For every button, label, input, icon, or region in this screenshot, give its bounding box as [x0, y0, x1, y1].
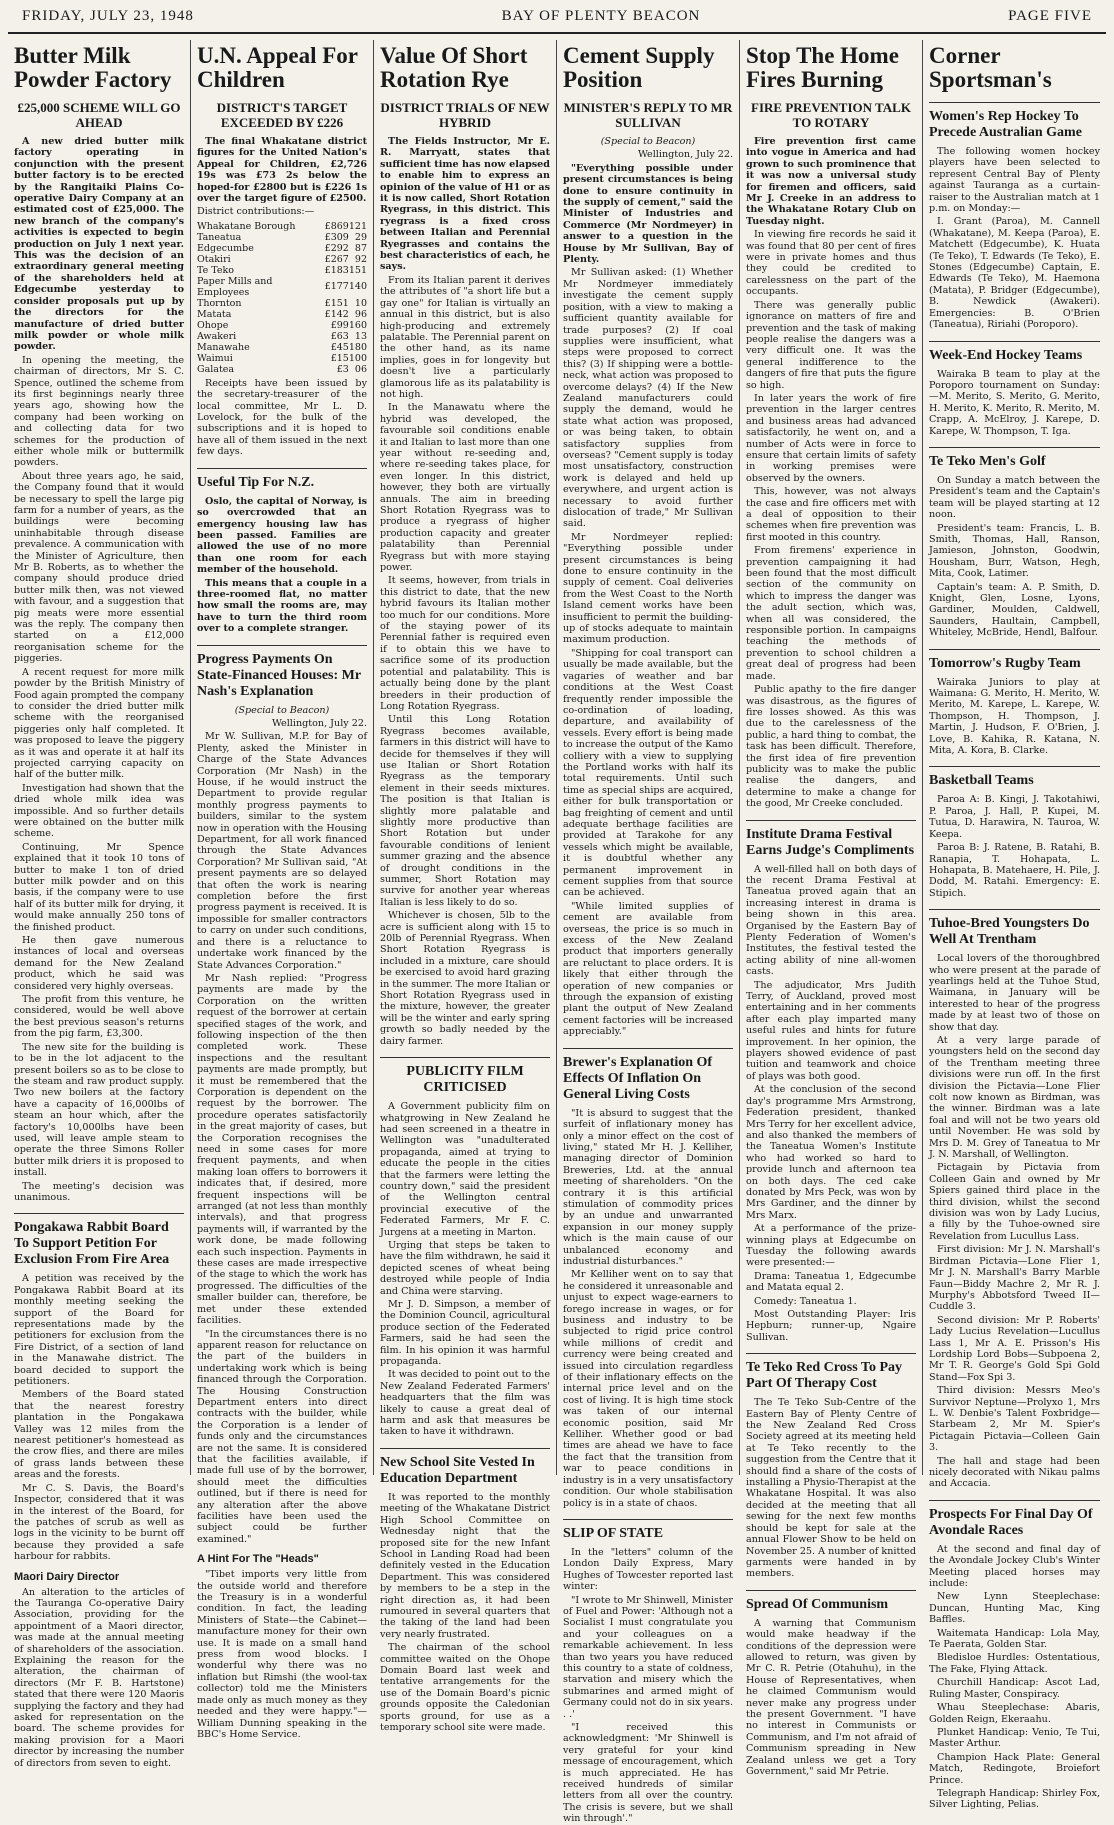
paragraph: "In the circumstances there is no apparent reason for reluctance on the part of the builders in undertaking work which is being financed through the Corporation. The Housing Construction Department enters into direct contracts with the builder, while the Corporation is a lender of funds only and the circumstances are not the same. It is considered that the facilities available, if made full use of by the borrower, should meet the difficulties outlined, but if there is need for any alteration after the above facilities have been used the subject could be further examined." [197, 1328, 367, 1545]
contribution-place: Thornton [197, 297, 242, 309]
paragraph: At a very large parade of youngsters held on the second day of the Trentham meeting three divisions were run off. In the first division the Pictavia—Lone Flier colt now known as Birdman, was the winner. Birdman was a late foal and will not be two years old until November. He was sold by Mrs D. M. Grey of Taneatua to Mr J. N. Marshall, of Wellington. [929, 1034, 1100, 1161]
subheadline: DISTRICT'S TARGET EXCEEDED BY £226 [216, 100, 348, 130]
contribution-row [197, 331, 367, 342]
contribution-amount: £183 [324, 264, 349, 276]
issue-date: FRIDAY, JULY 23, 1948 [22, 7, 194, 24]
paragraph: A petition was received by the Pongakawa Rabbit Board at its monthly meeting seeking the support of the Board for representations made by the petitioners for exclusion from the Fire District, of a section of land in the Manawahe district. The board decided to support the petitioners. [14, 1273, 184, 1388]
column-2 [191, 40, 374, 1740]
subheadline: FIRE PREVENTION TALK TO ROTARY [751, 100, 911, 130]
contribution-row [197, 232, 367, 243]
paragraph: In the Manawatu where the hybrid was developed, the favourable soil conditions enable it and Italian to last more than one year without re-seeding and, where re-seeding takes place, for even longer. In this district, however, they both are virtually annuals. The aim in breeding Short Rotation Ryegrass was to produce a ryegrass of higher production capacity and greater palatability than Perennial Ryegrass but with more staying power. [380, 402, 550, 574]
paragraph: At the conclusion of the second day's programme Mrs Armstrong, Federation president, thanked Mrs Terry for her excellent advice, and also thanked the members of the Taneatua Women's Institute who had worked so hard to provide lunch and afternoon tea on both days. The ced cake donated by Mrs Peck, was won by Mrs Gardiner, and the dinner by Mrs Marx. [746, 1084, 916, 1221]
contribution-row [197, 254, 367, 265]
columns [8, 40, 1106, 1825]
paragraph: Public apathy to the fire danger was disastrous, as the figures of fire losses showed. As this was due to the carelessness of the public, a hard thing to combat, the task has been difficult. Therefore, the first idea of fire prevention publicity was to make the public realise the dangers, and determine to make a change for the good, Mr Creeke concluded. [746, 684, 916, 810]
paragraph: Drama: Taneatua 1, Edgecumbe and Matata equal 2. [746, 1270, 916, 1294]
story-headline: Brewer's Explanation Of Effects Of Inflation On General Living Costs [563, 1048, 733, 1103]
paragraph: Urging that steps be taken to have the film withdrawn, he said it depicted scenes of wheat being destroyed while people of India and China were starving. [380, 1239, 550, 1297]
contribution-place: Whakatane Borough [197, 220, 296, 232]
contribution-place: Paper Mills and Employees [197, 275, 273, 298]
paragraph: Mr C. S. Davis, the Board's Inspector, considered that it was in the interest of the Board, for the patches of scrub as well as logs in the vicinity to be burnt off because they provided a safe harbour for rabbits. [14, 1482, 184, 1563]
paragraph: Third division: Messrs Meo's Survivor Neptune—Prolyxo 1, Mrs L. W. Denbie's Talent Foxbridge—Starbeam 2, Mr M. Spier's Pictagain Pictavia—Colleen Gain 3. [929, 1385, 1100, 1454]
contribution-amount: 1 [360, 264, 367, 276]
contribution-place: Matata [197, 308, 232, 320]
paragraph: It was reported to the monthly meeting of the Whakatane District High School Committee on Wednesday night that the proposed site for the new Infant School in Landing Road had been definitely vested in the Education Department. This was considered by members to be a step in the right direction as, it had been rumoured in several quarters that the taking of the land had been very nearly frustrated. [380, 1491, 550, 1640]
paragraph: Mr J. D. Simpson, a member of the Dominion Council, agricultural produce section of the Federated Farmers, said he had seen the film. In his opinion it was harmful propaganda. [380, 1299, 550, 1368]
headline: Stop The Home Fires Burning [746, 43, 899, 92]
contribution-amount: 1 [360, 220, 367, 232]
paragraph: The chairman of the school committee waited on the Ohope Domain Board last week and tentative arrangements for the use of the Domain Board's picnic grounds opposite the Caledonian sports ground, for use as a temporary school site were made. [380, 1642, 550, 1733]
paragraph: Until this Long Rotation Ryegrass becomes available, farmers in this district will have to decide for themselves if they will use Italian or Short Rotation Ryegrass as the temporary element in their seeds mixtures. The position is that Italian is slightly more palatable and slightly more productive than Short Rotation but under favourable conditions of lenient summer grazing and the absence of drought conditions in the summer, Short Rotation may survive for another year whereas Italian is less likely to do so. [380, 714, 550, 908]
contribution-amount: 12 [348, 220, 361, 232]
paragraph: Whichever is chosen, 5lb to the acre is sufficient along with 15 to 20lb of Perennial Ryegrass. When Short Rotation Ryegrass is included in a mixture, care should be exercised to avoid hard grazing in the summer. The more Italian or Short Rotation Ryegrass used in the mixture, however, the greater will be the winter and early spring growth so badly needed by the dairy farmer. [380, 910, 550, 1047]
paragraph: Mr Kelliher went on to say that he considered it unreasonable and unjust to expect wage-earners to forego increase in wages, or for business and industry to be subjected to rigid price control while millions of credit and currency were being created and issued into circulation regardless of their inflationary effects on the internal price level and on the cost of living. It is high time stock was taken of our internal economic position, said Mr Kelliher. Whether good or bad times are ahead we have to face the fact that the transition from war to peace conditions in industry is in a very unsatisfactory condition. Our whole stabilisation policy is in a state of chaos. [563, 1269, 733, 1509]
contribution-place: Galatea [197, 363, 235, 375]
paragraph: On Sunday a match between the President's team and the Captain's team will be played starting at 12 noon. [929, 474, 1100, 521]
column-1 [8, 40, 191, 1769]
story-headline: SLIP OF STATE [563, 1519, 733, 1542]
contribution-amount: 0 [360, 281, 367, 293]
headline: Cement Supply Position [563, 43, 715, 92]
paragraph: First division: Mr J. N. Marshall's Birdman Pictavia—Lone Flier 1, Mr J. N. Marshall's Barry Marble Faun—Biddy Machre 2, Mr R. J. Murphy's Abbotsford Tweed II—Cuddle 3. [929, 1244, 1100, 1313]
contribution-amount: 0 [360, 297, 367, 309]
contribution-amount: £15 [330, 352, 349, 364]
story-headline: Institute Drama Festival Earns Judge's Compliments [746, 820, 916, 859]
contribution-amount: 15 [348, 264, 361, 276]
contribution-place: Te Teko [197, 264, 234, 276]
paragraph: At a performance of the prize-winning plays at Edgecumbe on Tuesday the following awards were presented:— [746, 1223, 916, 1269]
paragraph: Continuing, Mr Spence explained that it took 10 tons of butter to make 1 ton of dried butter milk powder and on this basis, if the company were to use half of its butter milk for drying, it would make annually 250 tons of the finished product. [14, 841, 184, 933]
paragraph: New Lynn Steeplechase: Duncan, Hunting Mac, King Baffles. [929, 1591, 1100, 1626]
lead-paragraph: "Everything possible under present circumstances is being done to ensure continuity in the supply of cement," said the Minister of Industries and Commerce (Mr Nordmeyer) in answer to a question in the House by Mr Sullivan, Bay of Plenty. [563, 162, 733, 266]
story-headline: PUBLICITY FILM CRITICISED [380, 1057, 550, 1096]
paragraph: Mr Sullivan asked: (1) Whether Mr Nordmeyer immediately investigate the cement supply position, with a view to making a sufficient quantity available for trade purposes? (2) If coal supplies were insufficient, what steps were proposed to correct this? (3) If shipping were a bottle-neck, what action was proposed to overcome delays? (4) If the New Zealand manufacturers could supply the demand, would he state what action was proposed, or was being taken, to obtain satisfactory supplies from overseas? "Cement supply is today most unsatisfactory, construction work is delayed and held up everywhere, and urgent action is necessary to avoid further dislocation of trade," Mr Sullivan said. [563, 267, 733, 530]
contribution-place: Manawahe [197, 341, 250, 353]
paragraph: Mr Nash replied: "Progress payments are made by the Corporation on the written request of the borrower at certain specified stages of the work, and following inspection of the then completed work. These inspections and the resultant payments are made promptly, but it must be remembered that the Corporation is dependent on the request by the borrower. The procedure operates satisfactorily in the great majority of cases, but the Corporation recognises the need in some cases for more frequent payments, and when making loan offers to borrowers it indicates that, if desired, more frequent inspections will be arranged (at not less than monthly intervals), and that progress payments will, if warranted by the work done, be made following each such inspection. Payments in these cases are made irrespective of the stage to which the work has progressed. The difficulties of the smaller builder can, therefore, be met under these extended facilities. [197, 972, 367, 1327]
paragraph: From firemens' experience in prevention campaigning it had been found that the most difficult section of the community on which to impress the danger was the adult section, which was, when all was considered, the responsible portion. In campaigns teaching the methods of prevention to school children a great deal of progress had been made. [746, 545, 916, 682]
story-headline: Progress Payments On State-Financed Houses: Mr Nash's Explanation [197, 645, 367, 700]
contribution-amount: £99 [330, 319, 349, 331]
paragraph: In opening the meeting, the chairman of directors, Mr S. C. Spence, outlined the scheme from its first beginnings nearly three years ago, showing how the company had been working on and collecting data for two schemes for the production of either whole milk or buttermilk powders. [14, 354, 184, 469]
contribution-place: Taneatua [197, 231, 242, 243]
paragraph: The hall and stage had been nicely decorated with Nikau palms and Accacia. [929, 1455, 1100, 1490]
story-headline: New School Site Vested In Education Department [380, 1448, 550, 1487]
contribution-amount: 14 [348, 281, 361, 293]
contribution-place: Ohope [197, 319, 229, 331]
contribution-amount: £45 [330, 341, 349, 353]
contribution-amount: £177 [324, 281, 349, 293]
contribution-row [197, 342, 367, 353]
paragraph: Investigation had shown that the dried whole milk idea was impossible. And so further details were obtained on the butter milk scheme. [14, 782, 184, 840]
paragraph: At the second and final day of the Avondale Jockey Club's Winter Meeting placed horses may include: [929, 1543, 1100, 1590]
story-headline: Basketball Teams [929, 766, 1100, 789]
contribution-row [197, 309, 367, 320]
story-headline: A Hint For The "Heads" [197, 1553, 319, 1566]
contribution-amount: 9 [354, 253, 361, 265]
dateline: Wellington, July 22. [637, 149, 733, 161]
contribution-row [197, 353, 367, 364]
paragraph: Bledisloe Hurdles: Ostentatious, The Fake, Flying Attack. [929, 1652, 1100, 1675]
contrib-label: District contributions:— [197, 206, 315, 218]
contribution-amount: £869 [324, 220, 349, 232]
story-headline: Useful Tip For N.Z. [197, 468, 367, 491]
paragraph: "Tibet imports very little from the outside world and therefore the Treasury is in a wonderful condition. In fact, the leading Ministers of State—the Cabinet—manufacture money for their own use. It is made on a small hand press from wood blocks. I wonderful why there was no inflation but Rimshi (the wool-tax collector) told me the Ministers made only as much money as they needed and they were happy."—William Dunning speaking in the BBC's Home Service. [197, 1569, 367, 1740]
contribution-row [197, 221, 367, 232]
paragraph: "It is absurd to suggest that the surfeit of inflationary money has only a minor effect on the cost of living," stated Mr H. J. Kelliher, managing director of Dominion Breweries, Ltd. at the annual meeting of shareholders. "On the contrary it is this artificial stimulation of commodity prices by an undue and unwarranted expansion in our money supply which is the main cause of our unbalanced economy and industrial disturbances." [563, 1107, 733, 1267]
contribution-amount: 0 [360, 319, 367, 331]
story-headline: Tomorrow's Rugby Team [929, 649, 1100, 672]
story-headline: Week-End Hockey Teams [929, 341, 1100, 364]
paragraph: This, however, was not always the case and fire officers met with a deal of opposition to their schemes when fire prevention was first mooted in this country. [746, 486, 916, 543]
dateline: Wellington, July 22. [271, 717, 367, 729]
paragraph: "Shipping for coal transport can usually be made available, but the vagaries of weather and bar conditions at the West Coast frequently render impossible the co-ordination of loading, departure, and availability of vessels. Every effort is being made to increase the output of the Kamo colliery with a view to supplying the Portland works with half its total requirements. Until such time as special ships are acquired, either for bulk transportation or bag freighting of cement and until adequate berthage facilities are provided at Tarakohe for any vessels which might be available, it is doubtful whether any permanent improvement in cement supplies from that source can be achieved. [563, 647, 733, 899]
paragraph: The profit from this venture, he considered, would be well above the best previous season's returns from the pig farm, £3,300. [14, 994, 184, 1040]
paragraph: In viewing fire records he said it was found that 80 per cent of fires were in private homes and thus they could be credited to carelessness on the part of the occupants. [746, 229, 916, 298]
paragraph: Mr Nordmeyer replied: "Everything possible under present circumstances is being done to ensure continuity in the supply of cement. Coal deliveries from the West Coast to the North Island cement works have been insufficient to permit the building-up of stocks adequate to maintain maximum production. [563, 531, 733, 646]
contribution-amount: 6 [360, 308, 367, 320]
story-headline: Spread Of Communism [746, 1590, 916, 1613]
paragraph: The following women hockey players have been selected to represent Central Bay of Plenty against Tauranga as a curtain-raiser to the Australian match at 1 p.m. on Monday:— [929, 146, 1100, 215]
paragraph: Waitemata Handicap: Lola May, Te Paerata, Golden Star. [929, 1627, 1100, 1651]
story-headline: Te Teko Men's Golf [929, 447, 1100, 470]
story-headline: Tuhoe-Bred Youngsters Do Well At Trentham [929, 909, 1100, 948]
paragraph: It was decided to point out to the New Zealand Federated Farmers' headquarters that the film was likely to cause a great deal of harm and ask that measures be taken to have it withdrawn. [380, 1369, 550, 1438]
lead-paragraph: A new dried butter milk factory operating in conjunction with the present butter factory is to be erected by the Rangitaiki Plains Co-operative Dairy Company at an estimated cost of £25,000. The new branch of the company's activities is expected to begin production on July 1 next year. This was the decision of an extraordinary general meeting of the shareholders held at Edgecumbe yesterday to consider proposals put up by the directors for the manufacture of dried butter milk powder or whole milk powder. [14, 136, 184, 353]
contribution-amount: 9 [354, 308, 361, 320]
paragraph: The Te Teko Sub-Centre of the Eastern Bay of Plenty Centre of the New Zealand Red Cross Society agreed at its meeting held at Te Teko recently to the suggestion from the Centre that it should find a share of the costs of installing a Physio-Therapist at the Whakatane Hospital. It was also decided at the meeting that all sewing for the next few months should be kept for sale at the annual Flower Show to be held on November 25. A number of knitted garments were handed in by members. [746, 1397, 916, 1580]
paragraph: From its Italian parent it derives the attributes of "a short life but a gay one" for Italian is virtually an annual in this district, but is also high-producing and extremely palatable. The Perennial parent on the other hand, as its name implies, goes in for longevity but doesn't live a particularly glamorous life as its palatability is not high. [380, 274, 550, 400]
headline: U.N. Appeal For Children [197, 43, 358, 92]
contribution-amount: £309 [324, 231, 349, 243]
contribution-amount: £63 [330, 330, 349, 342]
paragraph: Wairaka B team to play at the Poroporo tournament on Sunday:—M. Merito, S. Merito, G. Merito, H. Merito, K. Merito, R. Merito, M. Crapp, A. McElroy, J. Karepe, D. Karepe, W. Thompson, T. Iga. [929, 368, 1100, 437]
story-headline: Pongakawa Rabbit Board To Support Petition For Exclusion From Fire Area [14, 1213, 184, 1268]
contribution-amount: 10 [348, 352, 361, 364]
paragraph: This means that a couple in a three-roomed flat, no matter how small the rooms are, may have to turn the third room over to a complete stranger. [197, 577, 367, 635]
subheadline: DISTRICT TRIALS OF NEW HYBRID [380, 100, 550, 130]
column-4 [557, 40, 740, 1825]
subheadline: MINISTER'S REPLY TO MR SULLIVAN [563, 100, 733, 130]
contribution-amount: £267 [324, 253, 349, 265]
contribution-place: Edgecumbe [197, 242, 254, 254]
contribution-amount: £142 [324, 308, 349, 320]
contribution-amount: £292 [324, 242, 349, 254]
contribution-amount: £3 [336, 363, 349, 375]
paragraph: A recent request for more milk powder by the British Ministry of Food again prompted the company to consider the dried butter milk scheme with the reorganised piggeries only half completed. It was proposed to leave the piggery as it was and operate it at half its projected carrying capacity on half of the butter milk. [14, 666, 184, 781]
paragraph: Paroa A: B. Kingi, J. Takotahiwi, P. Paroa, J. Hall, P. Kupei, M. Tutua, D. Harawira, N. Tauroa, W. Keepa. [929, 794, 1100, 840]
contribution-amount: 16 [348, 319, 361, 331]
lead-paragraph: Fire prevention first came into vogue in America and had grown to such prominence that it was now a universal study for firemen and officers, said Mr J. Creeke in an address to the Whakatane Rotary Club on Tuesday night. [746, 136, 916, 227]
story-headline: Maori Dairy Director [14, 1570, 120, 1583]
paragraph: I. Grant (Paroa), M. Cannell (Whakatane), M. Keepa (Paroa), E. Matchett (Edgecumbe), K. Huata (Te Teko), T. Edwards (Te Teko), E. Stones (Edgecumbe) Captain, E. Edwards (Te Teko), M. Haemona (Matata), P. Bridger (Edgecumbe), B. Newdick (Awakeri). Emergencies: B. O'Brien (Taneatua), Ririahi (Poroporo). [929, 216, 1100, 331]
story-headline: Women's Rep Hockey To Precede Australian Game [929, 102, 1100, 141]
paragraph: Most Outstanding Player: Iris Hepburn; runner-up, Ngaire Sullivan. [746, 1309, 916, 1343]
contribution-amount: 2 [360, 253, 367, 265]
contribution-row [197, 364, 367, 375]
paragraph: Local lovers of the thoroughbred who were present at the parade of yearlings held at the Tuhoe Stud, Waimana, in January will be interested to hear of the progress made by at least two of those on show that day. [929, 953, 1100, 1033]
paragraph: Whau Steeplechase: Abaris, Golden Reign, Ekeraahu. [929, 1702, 1100, 1725]
contribution-row [197, 276, 367, 298]
contribution-amount: 0 [360, 352, 367, 364]
contribution-row [197, 265, 367, 276]
headline: Corner Sportsman's [929, 43, 1052, 92]
contribution-place: Otakiri [197, 253, 231, 265]
paragraph: Plunket Handicap: Venio, Te Tui, Master Arthur. [929, 1726, 1100, 1750]
byline: (Special to Beacon) [234, 704, 330, 716]
contribution-amount: 7 [360, 242, 367, 254]
paragraph: About three years ago, he said, the Company found that it would be necessary to spell the large pig farm for a number of years, as the buildings were becoming uninhabitable through disease prevalence. A communication with the Minister of Agriculture, then Mr B. Roberts, as to whether the company should produce dried butter milk then, was not viewed with favour, and a suggestion that pig meats were more essential was the reply. The company then started on a £12,000 reorganisation scheme for the piggeries. [14, 470, 184, 665]
paragraph: An alteration to the articles of the Tauranga Co-operative Dairy Association, providing for the appointment of a Maori director, was made at the annual meeting of shareholders of the association. Explaining the reason for the alteration, the chairman of directors (Mr F. B. Hartstone) stated that there were 120 Maoris supplying the factory and they had asked for representation on the board. The scheme provides for making provision for a Maori director by increasing the number of directors from seven to eight. [14, 1586, 184, 1769]
contribution-amount: 6 [360, 363, 367, 375]
paragraph: Second division: Mr P. Roberts' Lady Lucius Revelation—Lucullus Lass 1, Mr A. E. Prisson's His Lordship Lord Bobs—Subpoena 2, Mr T. R. George's Gold Spi Gold Stand—Fox Spi 3. [929, 1314, 1100, 1383]
paragraph: Oslo, the capital of Norway, is so overcrowded that an emergency housing law has been passed. Families are allowed the use of no more than one room for each member of the household. [197, 495, 367, 576]
paragraph: Receipts have been issued by the secretary-treasurer of the local committee, Mr L. D. Lovelock, for the bulk of the subscriptions and it is hoped to have all of them issued in the next few days. [197, 377, 367, 458]
paragraph: "I wrote to Mr Shinwell, Minister of Fuel and Power: 'Although not a Socialist I must congratulate you and your colleagues on a remarkable achievement. In less than two years you have reduced this country to a state of coldness, starvation and misery which the submarines and armed might of Germany could not do in six years. . .' [563, 1594, 733, 1720]
paragraph: There was generally public ignorance on matters of fire and prevention and the task of making people realise the dangers was a very difficult one. It was the general indifference to the dangers of fire that puts the figure so high. [746, 299, 916, 391]
contribution-row [197, 320, 367, 331]
contribution-row [197, 298, 367, 309]
paragraph: Pictagain by Pictavia from Colleen Gain and owned by Mr Spiers gained third place in the third division, whilst the second division was won by Lady Lucius, a filly by the Tuhoe-owned sire Revelation from Lucullus Lass. [929, 1162, 1100, 1242]
story-headline: Te Teko Red Cross To Pay Part Of Therapy Cost [746, 1353, 916, 1392]
paragraph: The meeting's decision was unanimous. [14, 1180, 184, 1203]
contribution-place: Waimui [197, 352, 233, 364]
page-number: PAGE FIVE [1008, 7, 1092, 24]
story-headline: Prospects For Final Day Of Avondale Races [929, 1500, 1100, 1539]
contributions-table [197, 221, 367, 375]
lead-paragraph: The Fields Instructor, Mr E. R. Marryatt, states that sufficient time has now elapsed to enable him to express an opinion of the value of H1 or as it is now called, Short Rotation Ryegrass, in this district. This ryegrass is a fixed cross between Italian and Perennial Ryegrasses and contains the best characteristics of each, he says. [380, 136, 551, 273]
column-5 [740, 40, 923, 1777]
paragraph: "While limited supplies of cement are available from overseas, the price is so much in excess of the New Zealand product that importers generally are reluctant to place orders. It is likely that either through the operation of new companies or through the expansion of existing plant the output of New Zealand cement factories will be increased appreciably." [563, 900, 733, 1038]
column-3 [374, 40, 557, 1733]
contribution-amount: £151 [324, 297, 349, 309]
paragraph: In the "letters" column of the London Daily Express, Mary Hughes of Towcester reported last winter: [563, 1546, 733, 1593]
paragraph: A well-filled hall on both days of the recent Drama Festival at Taneatua proved again that an increasing interest in drama is being shown in this area. Organised by the Eastern Bay of Plenty Federation of Women's Institutes, the festival tested the acting ability of nine all-women casts. [746, 863, 916, 978]
contribution-row [197, 243, 367, 254]
headline: Butter Milk Powder Factory [14, 43, 172, 92]
paragraph: It seems, however, from trials in this district to date, that the new hybrid favours its Italian mother too much for our conditions. More of the staying power of its Perennial father is required even if to obtain this we have to sacrifice some of its production potential and palatability. This is actually being done by the plant breeders in their production of Long Rotation Ryegrass. [380, 575, 550, 712]
paragraph: The new site for the building is to be in the lot adjacent to the present boilers so as to be close to the steam and raw product supply. Two new boilers at the factory have a capacity of 16,000lbs of steam an hour which, after the factory's 10,000lbs have been used, will leave ample steam to operate the three Simons Roller butter milk driers it is proposed to install. [14, 1041, 184, 1179]
paragraph: Champion Hack Plate: General Match, Redingote, Broiefort Prince. [929, 1751, 1100, 1786]
subheadline: £25,000 SCHEME WILL GO AHEAD [17, 100, 181, 130]
paragraph: Churchill Handicap: Ascot Lad, Ruling Master, Conspiracy. [929, 1677, 1100, 1700]
contribution-amount: 1 [354, 330, 361, 342]
paragraph: A Government publicity film on whatgrowing in New Zealand he had seen screened in a theatre in Wellington was "unadulterated propaganda, aimed at trying to educate the people in the cities that the farmers were letting the country down," said the president of the Wellington central provincial executive of the Federated Farmers, Mr F. C. Jurgens at a meeting in Marton. [380, 1101, 550, 1238]
paragraph: Captain's team: A. P. Smith, D. Knight, Glen, Losne, Lyons, Gardiner, Moulden, Caldwell, Saunders, Haultain, Campbell, Whiteley, McBride, Hendl, Balfour. [929, 581, 1100, 639]
contribution-amount: 2 [354, 231, 361, 243]
contribution-place: Awakeri [197, 330, 237, 342]
paragraph: Members of the Board stated that the nearest forestry plantation in the Pongakawa Valley was 12 miles from the nearest petitioner's homestead as the crow flies, and there are miles of grass lands between these areas and the forests. [14, 1389, 184, 1481]
column-6 [923, 40, 1106, 1811]
paragraph: He then gave numerous instances of local and overseas demand for the New Zealand product, which he said was considered very highly overseas. [14, 935, 184, 992]
headline: Value Of Short Rotation Rye [380, 43, 528, 92]
paragraph: Comedy: Taneatua 1. [754, 1295, 857, 1307]
paragraph: Paroa B: J. Ratene, B. Ratahi, B. Ranapia, T. Hohapata, L. Hohapata, B. Matehaere, H. Pile, J. Dodd, M. Ratahi. Emergency: E. Stipich. [929, 842, 1100, 899]
contribution-amount: 0 [360, 341, 367, 353]
contribution-amount: 1 [354, 297, 361, 309]
paragraph: In later years the work of fire prevention in the larger centres and business areas had advanced satisfactorily, he went on, and a number of Acts were in force to ensure that certain limits of safety in working premises were observed by the owners. [746, 392, 916, 484]
contribution-amount: 9 [360, 231, 367, 243]
paragraph: President's team: Francis, L. B. Smith, Thomas, Hall, Ranson, Jamieson, Johnston, Goodwin, Housham, Burr, Watson, Hegh, Mita, Cook, Latimer. [929, 522, 1100, 580]
paragraph: "I received this acknowledgment: 'Mr Shinwell is very grateful for your kind message of encouragement, which is much appreciated. He has received hundreds of similar letters from all over the country. The crisis is severe, but we shall win through'." [563, 1722, 733, 1825]
contribution-amount: 18 [348, 341, 361, 353]
contribution-amount: 8 [354, 242, 361, 254]
paragraph: Mr W. Sullivan, M.P. for Bay of Plenty, asked the Minister in Charge of the State Advances Corporation (Mr Nash) in the House, if he would instruct the Department to provide regular monthly progress payments to builders, similar to the system now in operation with the Housing Department, for all work financed through the State Advances Corporation? Mr Sullivan said, "At present payments are so delayed that often the work is nearing completion before the first progress payment is received. It is impossible for smaller contractors to carry on under such conditions, and there is a reluctance to undertake work financed by the State Advances Corporation." [197, 731, 367, 971]
lead-paragraph: The final Whakatane district figures for the United Nation's Appeal for Children, £2,726 19s was £73 2s below the hoped-for £2800 but is £226 1s over the target figure of £2500. [197, 136, 367, 205]
paragraph: Telegraph Handicap: Shirley Fox, Silver Lighting, Pelias. [929, 1787, 1100, 1811]
paragraph: Wairaka Juniors to play at Waimana: G. Merito, H. Merito, W. Merito, M. Karepe, L. Karepe, W. Thompson, H. Thompson, J. Martin, J. Hudson, F. O'Brien, J. Love, B. Kahika, R. Katana, N. Mita, A. Kora, B. Clarke. [929, 676, 1100, 757]
paragraph: The adjudicator, Mrs Judith Terry, of Auckland, proved most entertaining and in her comments after each play imparted many useful rules and hints for future improvement. In her opinion, the players showed evidence of past tuition and teamwork and choice of plays was both good. [746, 979, 916, 1082]
byline: (Special to Beacon) [600, 136, 696, 147]
paragraph: A warning that Communism would make headway if the conditions of the depression were allowed to return, was given by Mr C. R. Petrie (Otahuhu), in the House of Representatives, when he claimed Communism would never make any progress under the present Government. "I have no interest in Communists or Communism, and I'm not afraid of Communism spreading in New Zealand unless we get a Tory Government," said Mr Petrie. [746, 1617, 916, 1777]
contribution-amount: 0 [354, 363, 361, 375]
masthead [8, 0, 1106, 34]
paper-name: BAY OF PLENTY BEACON [501, 7, 701, 24]
contribution-amount: 3 [360, 330, 367, 342]
